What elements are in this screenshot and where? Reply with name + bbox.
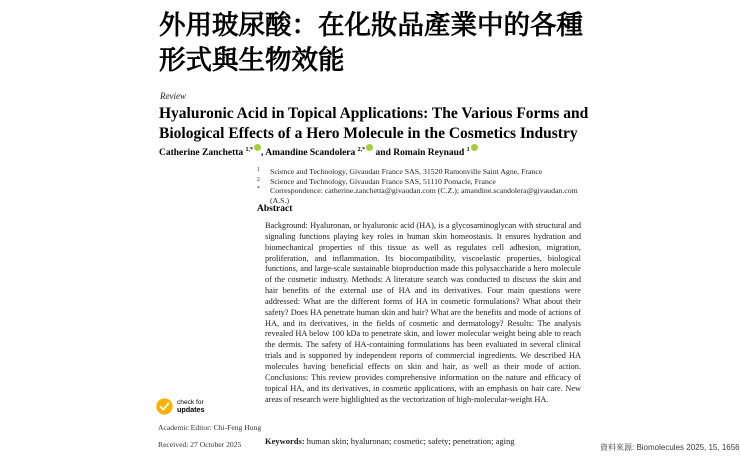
author-name: Amandine Scandolera — [265, 148, 356, 158]
author-name: Romain Reynaud — [393, 148, 465, 158]
badge-line2: updates — [177, 405, 205, 414]
correspondence-note — [257, 186, 597, 205]
paper-title-line2: Biological Effects of a Hero Molecule in the Cosmetics Industry — [159, 124, 578, 142]
translated-title-line1: 外用玻尿酸：在化妝品產業中的各種 — [159, 10, 583, 40]
orcid-icon[interactable] — [471, 144, 478, 151]
affiliation-text: Science and Technology, Givaudan France SAS, 31520 Ramonville Saint Agne, France — [270, 167, 543, 176]
orcid-icon[interactable] — [254, 144, 261, 151]
keywords-text: human skin; hyaluronan; cosmetic; safety; penetration; aging — [306, 436, 515, 446]
article-type-label: Review — [160, 91, 186, 101]
received-date: Received: 27 October 2025 — [158, 440, 242, 449]
keywords-label: Keywords: — [265, 436, 305, 446]
check-for-updates-badge[interactable] — [156, 398, 205, 415]
affiliations — [257, 167, 597, 206]
author-name: Catherine Zanchetta — [159, 148, 244, 158]
paper-title-line1: Hyaluronic Acid in Topical Applications: The Various Forms and — [159, 105, 589, 122]
affiliation-marker: 1 — [257, 167, 260, 173]
affiliation-text: Science and Technology, Givaudan France SAS, 51110 Pomacle, France — [270, 176, 496, 186]
badge-line1: check for — [177, 398, 204, 406]
source-citation: 資料來源: Biomolecules 2025, 15, 1656 — [600, 443, 740, 452]
author-separator: , — [261, 148, 264, 158]
academic-editor-note: Academic Editor: Chi-Feng Hung — [158, 423, 262, 432]
affiliation-item — [257, 177, 597, 187]
author-affil-sup: 2,* — [357, 146, 366, 153]
authors-line — [159, 144, 579, 158]
author-affil-sup: 1,* — [245, 146, 254, 153]
correspondence-marker: * — [257, 186, 260, 193]
correspondence-text[interactable]: Correspondence: catherine.zanchetta@givaudan.com (C.Z.); amandine.scandolera@givaudan.com (A.S.) — [270, 186, 578, 206]
author-affil-sup: 1 — [466, 146, 470, 153]
abstract-text: Background: Hyaluronan, or hyaluronic acid (HA), is a glycosaminoglycan with structural and signaling functions playing key roles in human skin homeostasis. It ensures hydration and biomechanical properties of this tissue as well as regulates cell adhesion, migration, proliferation, and inflammation. Its biocompatibility, viscoelastic properties, biological functions, and large-scale sustainable bioproduction made this polysaccharide a hero molecule of the cosmetic industry. Methods: A literature search was conducted to discuss the skin and hair benefits of the external use of HA and its derivatives. Four main questions were addressed: What are the different forms of HA in cosmetic formulations? What about their safety? Does HA penetrate human skin and hair? What are the benefits and mode of actions of HA, and its derivatives, in the fields of cosmetic and dermatology? Results: The analysis revealed HA below 100 kDa to penetrate skin, and lower molecular weight being able to reach the dermis. The safety of HA-containing formulations has been evaluated in several clinical trials and is supported by independent reports of commercial ingredients. We described HA molecules having beneficial effects on skin and hair, as well as their mode of action. Conclusions: This review provides comprehensive information on the nature and efficacy of topical HA, and its derivatives, in cosmetic applications, with an emphasis on hair care. New areas of research were highlighted as the vectorization of high-molecular-weight HA. — [265, 221, 581, 404]
translated-title — [159, 8, 619, 78]
translated-title-line2: 形式與生物效能 — [159, 45, 345, 75]
affiliation-marker: 2 — [257, 176, 260, 183]
author-separator: and — [373, 148, 394, 158]
keywords-line — [265, 436, 595, 446]
abstract-heading: Abstract — [257, 204, 293, 214]
affiliation-item — [257, 167, 597, 177]
paper-title — [159, 104, 639, 143]
check-for-updates-label — [177, 399, 205, 415]
check-icon — [156, 398, 173, 415]
